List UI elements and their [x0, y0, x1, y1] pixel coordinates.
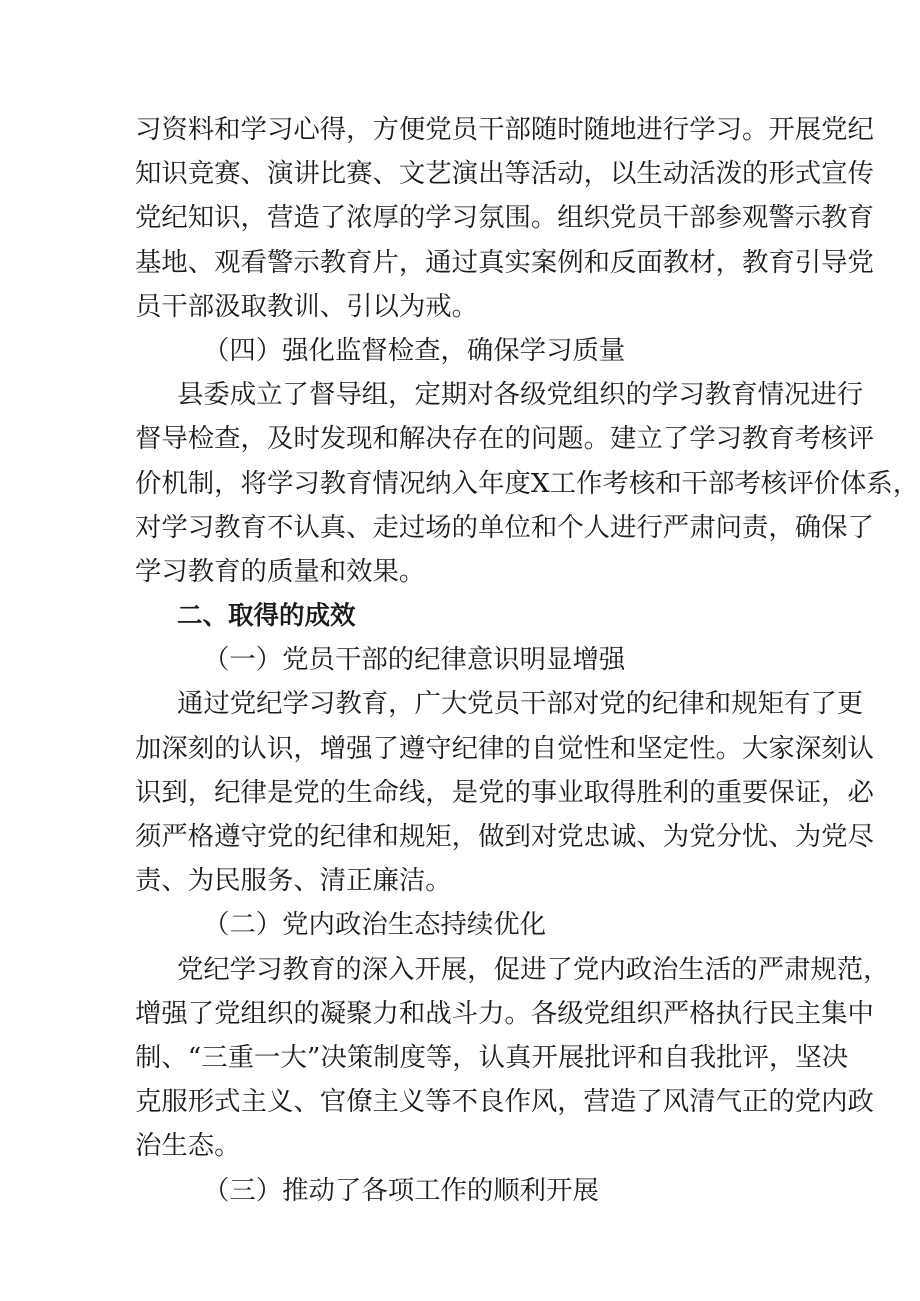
- section-subheading: （三）推动了各项工作的顺利开展: [203, 1174, 599, 1206]
- body-line: 责、为民服务、清正廉洁。: [135, 865, 452, 897]
- section-subheading: （一）党员干部的纪律意识明显增强: [203, 644, 626, 676]
- section-heading: 二、取得的成效: [177, 601, 356, 632]
- body-line: 知识竞赛、演讲比赛、文艺演出等活动，以生动活泼的形式宣传: [135, 158, 874, 190]
- body-line: 克服形式主义、官僚主义等不良作风，营造了风清气正的党内政: [135, 1086, 874, 1118]
- body-line: 须严格遵守党的纪律和规矩，做到对党忠诚、为党分忧、为党尽: [135, 821, 874, 852]
- body-line: 习资料和学习心得，方便党员干部随时随地进行学习。开展党纪: [135, 114, 874, 145]
- paragraph-start-line: 县委成立了督导组，定期对各级党组织的学习教育情况进行: [177, 379, 864, 411]
- paragraph-start-line: 通过党纪学习教育，广大党员干部对党的纪律和规矩有了更: [177, 688, 864, 720]
- body-line: 识到，纪律是党的生命线，是党的事业取得胜利的重要保证，必: [135, 776, 874, 808]
- body-line: 加深刻的认识，增强了遵守纪律的自觉性和坚定性。大家深刻认: [135, 732, 874, 764]
- body-line: 督导检查，及时发现和解决存在的问题。建立了学习教育考核评: [135, 423, 874, 455]
- section-subheading: （二）党内政治生态持续优化: [203, 909, 547, 941]
- paragraph-start-line: 党纪学习教育的深入开展，促进了党内政治生活的严肃规范，: [177, 953, 890, 985]
- body-line: 党纪知识，营造了浓厚的学习氛围。组织党员干部参观警示教育: [135, 202, 874, 234]
- body-line: 价机制，将学习教育情况纳入年度X工作考核和干部考核评价体系，: [135, 467, 920, 499]
- body-line: 制、“三重一大”决策制度等，认真开展批评和自我批评，坚决: [135, 1041, 849, 1073]
- body-line: 治生态。: [135, 1130, 241, 1162]
- body-line: 基地、观看警示教育片，通过真实案例和反面教材，教育引导党: [135, 246, 874, 278]
- body-line: 学习教育的质量和效果。: [135, 555, 426, 587]
- body-line: 对学习教育不认真、走过场的单位和个人进行严肃问责，确保了: [135, 511, 874, 543]
- section-subheading: （四）强化监督检查，确保学习质量: [203, 334, 626, 366]
- body-line: 员干部汲取教训、引以为戒。: [135, 290, 479, 322]
- body-line: 增强了党组织的凝聚力和战斗力。各级党组织严格执行民主集中: [135, 997, 874, 1029]
